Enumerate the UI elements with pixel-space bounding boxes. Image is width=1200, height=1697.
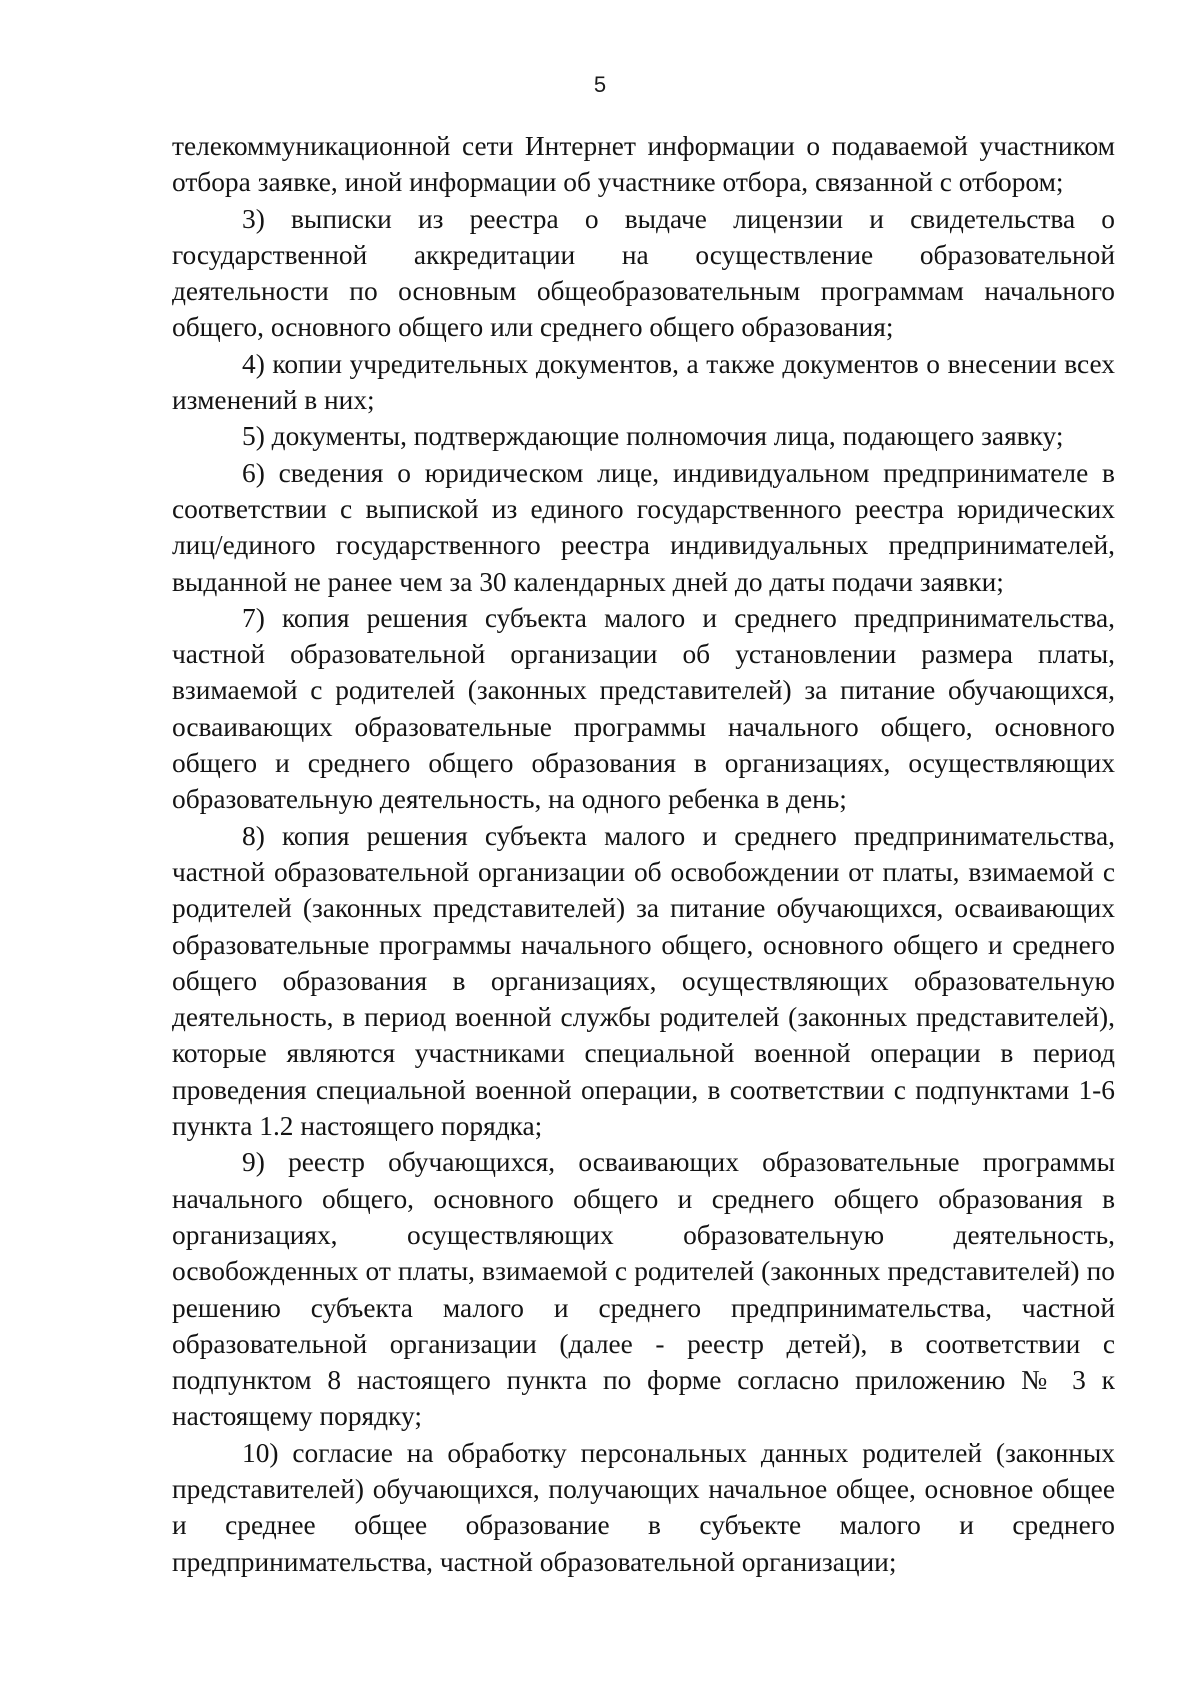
paragraph-item-5: 5) документы, подтверждающие полномочия лица, подающего заявку; xyxy=(242,421,1064,452)
page-number: 5 xyxy=(593,72,607,97)
document-body xyxy=(172,128,1115,1580)
paragraph-item-6: 6) сведения о юридическом лице, индивидуальном предпринимателе в соответствии с выпиской из единого государственного реестра юридических лиц/единого государственного реестра индивидуальных предпринимателей, выданной не ранее чем за 30 календарных дней до даты подачи заявки; xyxy=(172,457,1115,597)
paragraph-item-4: 4) копии учредительных документов, а также документов о внесении всех изменений в них; xyxy=(172,348,1115,416)
paragraph-item-10: 10) согласие на обработку персональных данных родителей (законных представителей) обучающихся, получающих начальное общее, основное общее и среднее общее образование в субъекте малого и среднего предпринимательства, частной образовательной организации; xyxy=(172,1437,1115,1577)
paragraph-continuation: телекоммуникационной сети Интернет информации о подаваемой участником отбора заявке, иной информации об участнике отбора, связанной с отбором; xyxy=(172,131,1115,198)
paragraph-item-8: 8) копия решения субъекта малого и среднего предпринимательства, частной образовательной организации об освобождении от платы, взимаемой с родителей (законных представителей) за питание обучающихся, осваивающих образовательные программы начального общего, основного общего и среднего общего образования в организациях, осуществляющих образовательную деятельность, в период военной службы родителей (законных представителей), которые являются участниками специальной военной операции в период проведения специальной военной операции, в соответствии с подпунктами 1-6 пункта 1.2 настоящего порядка; xyxy=(172,820,1115,1142)
paragraph-item-7: 7) копия решения субъекта малого и среднего предпринимательства, частной образовательной организации об установлении размера платы, взимаемой с родителей (законных представителей) за питание обучающихся, осваивающих образовательные программы начального общего, основного общего и среднего общего образования в организациях, осуществляющих образовательную деятельность, на одного ребенка в день; xyxy=(172,602,1115,815)
paragraph-item-9: 9) реестр обучающихся, осваивающих образовательные программы начального общего, основного общего и среднего общего образования в организациях, осуществляющих образовательную деятельность, освобожденных от платы, взимаемой с родителей (законных представителей) по решению субъекта малого и среднего предпринимательства, частной образовательной организации (далее - реестр детей), в соответствии с подпунктом 8 настоящего пункта по форме согласно приложению № 3 к настоящему порядку; xyxy=(172,1147,1115,1432)
paragraph-item-3: 3) выписки из реестра о выдаче лицензии и свидетельства о государственной аккредитации на осуществление образовательной деятельности по основным общеобразовательным программам начального общего, основного общего или среднего общего образования; xyxy=(172,203,1115,343)
